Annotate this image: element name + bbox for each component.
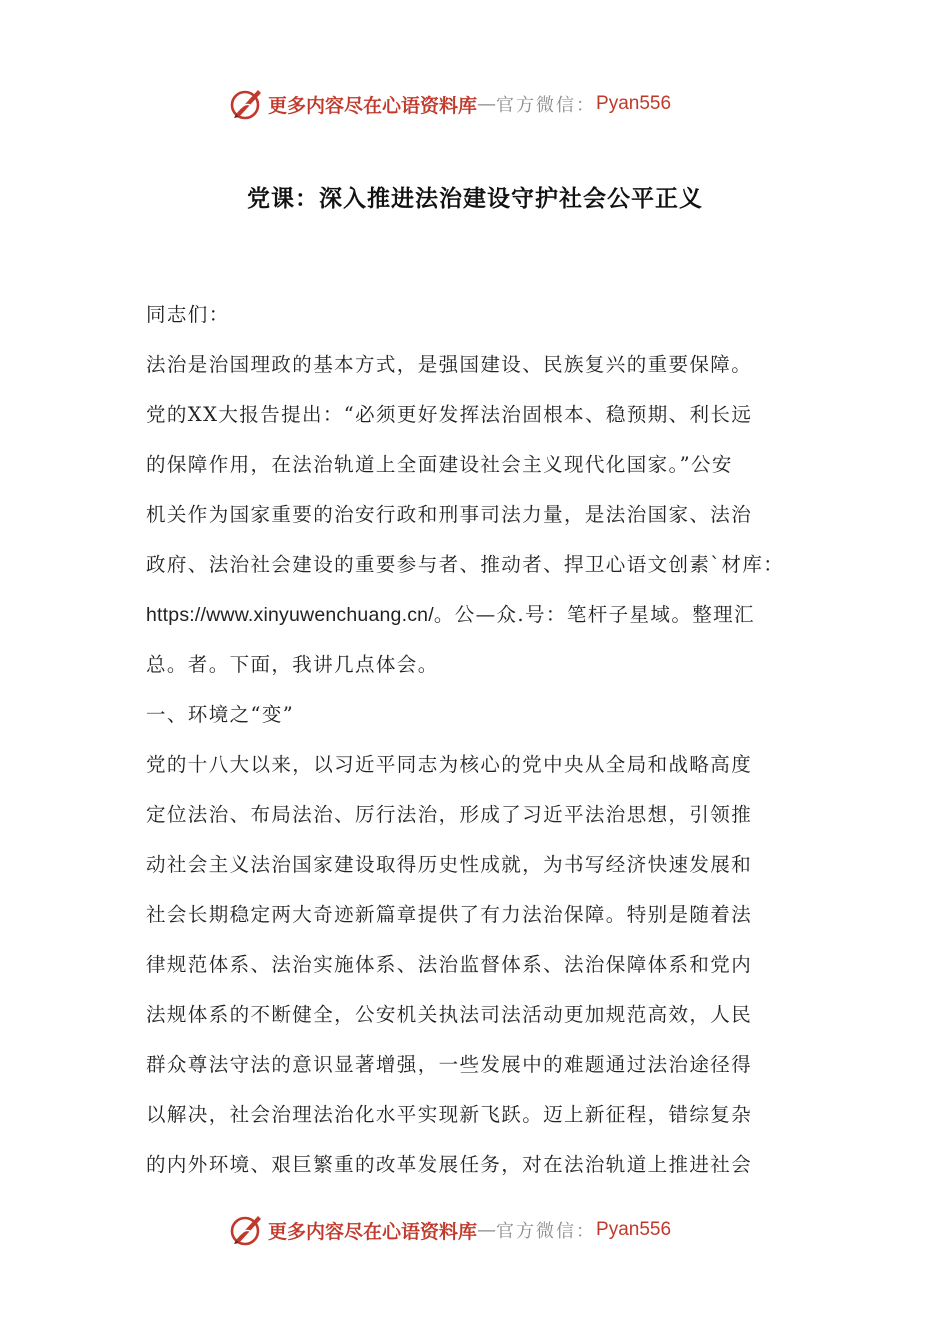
banner-wechat-id: Pyan556 [596, 1219, 672, 1240]
banner-wechat-label: 官方微信： [496, 1221, 597, 1242]
paragraph-line: 总。者。下面，我讲几点体会。 [146, 653, 439, 676]
page-title: 党课：深入推进法治建设守护社会公平正义 [247, 186, 703, 212]
banner-text: 更多内容尽在心语资料库 [268, 94, 478, 117]
banner-separator: — [477, 1219, 497, 1241]
paragraph-line: 动社会主义法治国家建设取得历史性成就，为书写经济快速发展和 [146, 853, 753, 876]
paragraph-line: 律规范体系、法治实施体系、法治监督体系、法治保障体系和党内 [146, 953, 753, 976]
banner-wechat-label: 官方微信： [496, 95, 597, 116]
paragraph-line: 的保障作用，在法治轨道上全面建设社会主义现代化国家。”公安 [146, 453, 733, 476]
banner-separator: — [477, 93, 497, 115]
paragraph-line: 的内外环境、艰巨繁重的改革发展任务，对在法治轨道上推进社会 [146, 1153, 753, 1176]
banner-text: 更多内容尽在心语资料库 [268, 1220, 478, 1243]
salutation: 同志们： [146, 303, 230, 326]
footer-banner [228, 1210, 728, 1250]
paragraph-line: 机关作为国家重要的治安行政和刑事司法力量，是法治国家、法治 [146, 503, 753, 526]
paragraph-line: 政府、法治社会建设的重要参与者、推动者、捍卫心语文创素`材库： [146, 553, 785, 576]
paragraph-line: 以解决，社会治理法治化水平实现新飞跃。迈上新征程，错综复杂 [146, 1103, 753, 1126]
paragraph-line: 法规体系的不断健全，公安机关执法司法活动更加规范高效，人民 [146, 1003, 753, 1026]
banner-wechat-id: Pyan556 [596, 93, 672, 114]
header-banner [228, 84, 728, 124]
paragraph-line: 党的XX大报告提出：“必须更好发挥法治固根本、稳预期、利长远 [146, 403, 753, 426]
pen-logo-icon [228, 86, 264, 122]
url-line-rest: 。公—众.号：笔杆子星域。整理汇 [433, 603, 755, 626]
paragraph-line: 党的十八大以来，以习近平同志为核心的党中央从全局和战略高度 [146, 753, 753, 776]
paragraph-line: 群众尊法守法的意识显著增强，一些发展中的难题通过法治途径得 [146, 1053, 753, 1076]
paragraph-line: 定位法治、布局法治、厉行法治，形成了习近平法治思想，引领推 [146, 803, 753, 826]
paragraph-line: 社会长期稳定两大奇迹新篇章提供了有力法治保障。特别是随着法 [146, 903, 753, 926]
source-url-link[interactable]: https://www.xinyuwenchuang.cn/ [146, 604, 434, 626]
section-heading: 一、环境之“变” [146, 703, 295, 726]
paragraph-line-url [146, 590, 816, 640]
paragraph-line: 法治是治国理政的基本方式，是强国建设、民族复兴的重要保障。 [146, 353, 753, 376]
document-body [146, 290, 816, 1190]
pen-logo-icon [228, 1212, 264, 1248]
